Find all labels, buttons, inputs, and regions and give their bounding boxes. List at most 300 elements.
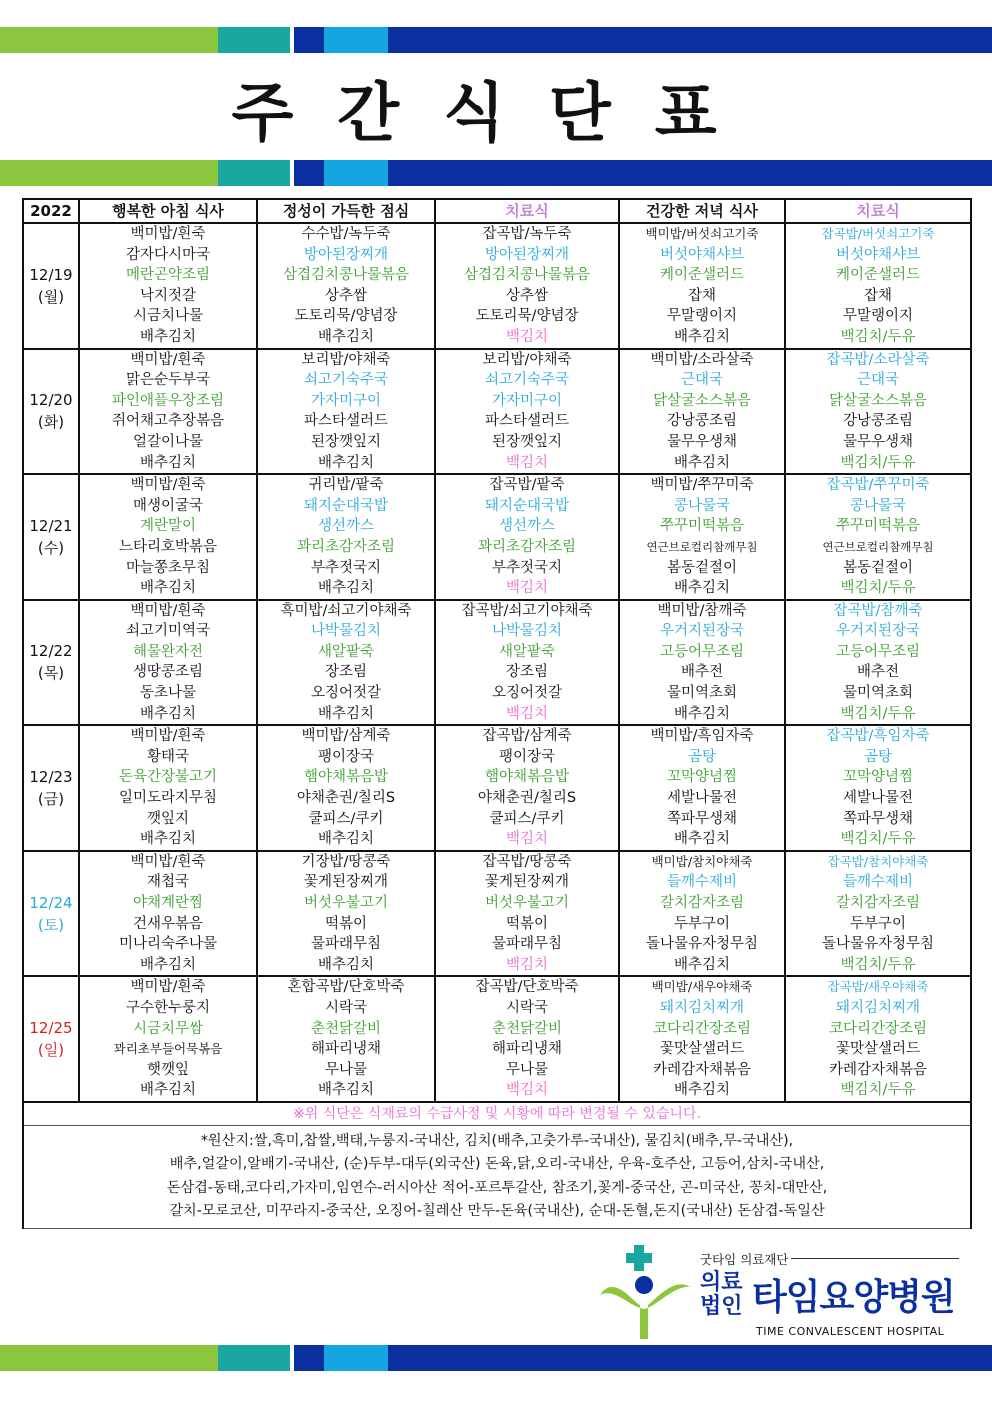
menu-item: 느타리호박볶음 <box>118 538 218 555</box>
menu-item: 백김치 <box>505 705 549 722</box>
day-row <box>23 851 971 977</box>
medical-corp-badge <box>700 1271 750 1319</box>
menu-item: 연근브로컬리참깨무침 <box>646 539 758 554</box>
menu-item: 곰탕 <box>863 748 892 765</box>
origin-line: 배추,얼갈이,알배기-국내산, (순)두부-대두(외국산) 돈육,닭,오리-국내산, 우육-호주산, 고등어,삼치-국내산, <box>169 1156 825 1173</box>
breakfast-menu-cell <box>79 725 257 851</box>
menu-item: 곰탕 <box>687 748 716 765</box>
lunch-header: 정성이 가득한 점심 <box>257 199 435 223</box>
menu-item: 배추김치 <box>317 580 375 597</box>
menu-item: 배추김치 <box>673 454 731 471</box>
menu-item: 백미밥/흰죽 <box>130 351 206 368</box>
menu-item: 팽이장국 <box>498 748 556 765</box>
menu-item: 배추김치 <box>139 831 197 848</box>
dinner-therapy-menu-cell <box>785 349 971 475</box>
menu-item: 백미밥/흰죽 <box>130 853 206 870</box>
hospital-name: 타임요양병원 <box>752 1277 955 1318</box>
menu-item: 꽈리초감자조림 <box>477 538 577 555</box>
breakfast-menu-cell <box>79 976 257 1102</box>
lunch-menu-cell <box>257 600 435 726</box>
menu-item: 삼겹김치콩나물볶음 <box>463 267 591 284</box>
menu-item: 닭살굴소스볶음 <box>652 392 752 409</box>
weekday: (금) <box>37 790 65 809</box>
lunch-menu-cell <box>257 725 435 851</box>
day-row <box>23 223 971 349</box>
menu-item: 야채춘권/칠리S <box>477 790 577 807</box>
top-color-band <box>0 27 992 53</box>
menu-item: 쇠고기숙주국 <box>484 372 570 389</box>
menu-item: 근대국 <box>856 372 900 389</box>
menu-item: 배추김치 <box>139 1082 197 1099</box>
menu-item: 콩나물국 <box>849 497 907 514</box>
menu-item: 고등어무조림 <box>659 643 745 660</box>
dinner-menu-cell <box>619 223 785 349</box>
date-cell <box>23 976 79 1102</box>
dinner-therapy-menu-cell <box>785 976 971 1102</box>
menu-item: 낙지젓갈 <box>139 287 197 304</box>
menu-item: 미나리숙주나물 <box>118 936 218 953</box>
menu-item: 쥐어채고추장볶음 <box>111 413 225 430</box>
menu-item: 된장깻잎지 <box>310 433 382 450</box>
menu-item: 춘천닭갈비 <box>491 1020 563 1037</box>
menu-item: 도토리묵/양념장 <box>475 308 579 325</box>
origin-line: *원산지:쌀,흑미,찹쌀,백태,누룽지-국내산, 김치(배추,고춧가루-국내산), 물김치(배추,무-국내산), <box>200 1132 794 1149</box>
menu-item: 두부구이 <box>673 915 731 932</box>
menu-item: 근대국 <box>680 372 724 389</box>
year-header: 2022 <box>23 199 79 223</box>
menu-item: 세발나물전 <box>666 790 738 807</box>
dinner-menu-cell <box>619 976 785 1102</box>
menu-item: 물파래무침 <box>310 936 382 953</box>
weekly-menu-table <box>22 198 972 1229</box>
menu-item: 쭈꾸미떡볶음 <box>659 518 745 535</box>
breakfast-menu-cell <box>79 474 257 600</box>
menu-item: 꼬막양념찜 <box>666 769 738 786</box>
menu-item: 감자다시마국 <box>125 246 211 263</box>
menu-item: 쪽파무생채 <box>666 810 738 827</box>
menu-item: 백미밥/흑임자죽 <box>650 728 754 745</box>
menu-item: 배추김치 <box>673 328 731 345</box>
menu-item: 무말랭이지 <box>842 308 914 325</box>
menu-item: 배추김치 <box>317 328 375 345</box>
menu-item: 방아된장찌개 <box>484 246 570 263</box>
menu-item: 해파리냉채 <box>310 1041 382 1058</box>
menu-item: 돼지순대국밥 <box>303 497 389 514</box>
menu-item: 백미밥/버섯쇠고기죽 <box>645 226 759 241</box>
date: 12/20 <box>29 391 73 410</box>
menu-item: 가자미구이 <box>491 392 563 409</box>
header-color-band <box>0 160 992 186</box>
date-cell <box>23 600 79 726</box>
lunch-therapy-menu-cell <box>435 223 619 349</box>
menu-item: 무나물 <box>324 1061 368 1078</box>
menu-item: 백미밥/삼계죽 <box>301 728 391 745</box>
menu-item: 떡볶이 <box>505 915 549 932</box>
menu-item: 백미밥/참깨죽 <box>657 602 747 619</box>
dinner-therapy-menu-cell <box>785 725 971 851</box>
lunch-menu-cell <box>257 976 435 1102</box>
lunch-therapy-menu-cell <box>435 349 619 475</box>
menu-item: 꼬막양념찜 <box>842 769 914 786</box>
menu-item: 백미밥/새우야채죽 <box>651 979 753 995</box>
menu-item: 우거지된장국 <box>835 623 921 640</box>
menu-item: 잡곡밥/흑임자죽 <box>826 728 930 745</box>
menu-item: 햄야채볶음밥 <box>303 769 389 786</box>
menu-item: 생선까스 <box>498 518 556 535</box>
menu-item: 떡볶이 <box>324 915 368 932</box>
menu-item: 된장깻잎지 <box>491 433 563 450</box>
menu-item: 잡곡밥/참치야채죽 <box>827 853 929 869</box>
menu-item: 가자미구이 <box>310 392 382 409</box>
menu-item: 두부구이 <box>849 915 907 932</box>
menu-item: 잡곡밥/쭈꾸미죽 <box>826 477 930 494</box>
menu-item: 오징어젓갈 <box>310 685 382 702</box>
menu-item: 백미밥/흰죽 <box>130 226 206 242</box>
menu-item: 배추김치 <box>673 705 731 722</box>
menu-item: 닭살굴소스볶음 <box>828 392 928 409</box>
day-row <box>23 976 971 1102</box>
menu-item: 마늘쫑초무침 <box>125 559 211 576</box>
menu-item: 들깨수제비 <box>666 874 738 891</box>
menu-item: 생선까스 <box>317 518 375 535</box>
divider-line <box>791 1258 959 1259</box>
menu-item: 백미밥/쭈꾸미죽 <box>650 477 754 494</box>
menu-item: 보리밥/야채죽 <box>482 351 572 368</box>
badge-top: 의료 <box>700 1270 743 1295</box>
menu-item: 케이준샐러드 <box>659 267 745 284</box>
dinner-menu-cell <box>619 349 785 475</box>
menu-item: 백김치/두유 <box>840 580 916 597</box>
menu-item: 파스타샐러드 <box>303 413 389 430</box>
menu-item: 시금치나물 <box>132 308 204 325</box>
menu-item: 야채춘권/칠리S <box>296 790 396 807</box>
menu-change-notice: ※위 식단은 식재료의 수급사정 및 시황에 따라 변경될 수 있습니다. <box>23 1102 971 1126</box>
breakfast-menu-cell <box>79 349 257 475</box>
menu-item: 잡채 <box>863 287 892 304</box>
menu-item: 해파리냉채 <box>491 1041 563 1058</box>
bottom-color-band <box>0 1345 992 1371</box>
menu-item: 도토리묵/양념장 <box>294 308 398 325</box>
dinner-menu-cell <box>619 600 785 726</box>
menu-item: 꽈리초부들어묵볶음 <box>113 1041 223 1057</box>
menu-item: 귀리밥/팥죽 <box>308 477 384 494</box>
menu-item: 강낭콩조림 <box>666 413 738 430</box>
date-cell <box>23 851 79 977</box>
menu-item: 돼지순대국밥 <box>484 497 570 514</box>
day-row <box>23 474 971 600</box>
menu-item: 배추김치 <box>673 956 731 973</box>
menu-item: 콩나물국 <box>673 497 731 514</box>
weekday: (수) <box>37 538 65 557</box>
menu-item: 얼갈이나물 <box>132 433 204 450</box>
breakfast-menu-cell <box>79 600 257 726</box>
menu-item: 잡곡밥/새우야채죽 <box>827 979 929 995</box>
day-row <box>23 600 971 726</box>
day-row <box>23 725 971 851</box>
menu-item: 백김치/두유 <box>840 1082 916 1099</box>
menu-item: 배추전 <box>856 664 900 681</box>
dinner-therapy-menu-cell <box>785 600 971 726</box>
date-cell <box>23 349 79 475</box>
weekday: (토) <box>37 915 65 934</box>
lunch-menu-cell <box>257 474 435 600</box>
menu-item: 쇠고기숙주국 <box>303 372 389 389</box>
dinner-menu-cell <box>619 474 785 600</box>
menu-item: 수수밥/녹두죽 <box>301 226 391 242</box>
weekday: (월) <box>37 287 65 306</box>
menu-item: 갈치감자조림 <box>659 895 745 911</box>
menu-item: 돼지김치찌개 <box>659 999 745 1016</box>
menu-item: 햄야채볶음밥 <box>484 769 570 786</box>
day-row <box>23 349 971 475</box>
breakfast-menu-cell <box>79 223 257 349</box>
breakfast-menu-cell <box>79 851 257 977</box>
menu-item: 파스타샐러드 <box>484 413 570 430</box>
lunch-therapy-header: 치료식 <box>435 199 619 223</box>
date-cell <box>23 223 79 349</box>
header-row <box>23 199 971 223</box>
menu-item: 물파래무침 <box>491 936 563 953</box>
menu-item: 장조림 <box>505 664 549 681</box>
menu-item: 물무우생채 <box>842 433 914 450</box>
menu-item: 장조림 <box>324 664 368 681</box>
menu-item: 잡채 <box>687 287 716 304</box>
menu-item: 고등어무조림 <box>835 643 921 660</box>
menu-item: 시금치무쌈 <box>132 1020 204 1037</box>
menu-item: 카레감자채볶음 <box>828 1061 928 1078</box>
menu-item: 생땅콩조림 <box>132 664 204 681</box>
menu-item: 상추쌈 <box>505 287 549 304</box>
menu-item: 백김치 <box>505 831 549 848</box>
hospital-logo <box>594 1243 966 1343</box>
lunch-menu-cell <box>257 851 435 977</box>
menu-item: 새알팥죽 <box>317 643 375 660</box>
menu-item: 건새우볶음 <box>132 915 204 932</box>
dinner-menu-cell <box>619 725 785 851</box>
page-title: 주간식단표 <box>231 77 761 151</box>
menu-item: 황태국 <box>146 748 190 765</box>
menu-item: 시락국 <box>324 999 368 1016</box>
menu-item: 꽃게된장찌개 <box>303 874 389 891</box>
menu-item: 방아된장찌개 <box>303 246 389 263</box>
menu-item: 배추김치 <box>317 956 375 973</box>
menu-item: 팽이장국 <box>317 748 375 765</box>
menu-item: 세발나물전 <box>842 790 914 807</box>
lunch-menu-cell <box>257 223 435 349</box>
menu-item: 나박물김치 <box>491 623 563 640</box>
menu-item: 동초나물 <box>139 685 197 702</box>
menu-item: 버섯야채샤브 <box>835 246 921 263</box>
menu-item: 백김치 <box>505 1082 549 1099</box>
dinner-therapy-menu-cell <box>785 223 971 349</box>
menu-item: 돈육간장불고기 <box>118 769 218 786</box>
dinner-therapy-menu-cell <box>785 474 971 600</box>
menu-item: 춘천닭갈비 <box>310 1020 382 1037</box>
menu-item: 배추김치 <box>317 831 375 848</box>
menu-item: 백김치 <box>505 580 549 597</box>
menu-item: 배추김치 <box>139 454 197 471</box>
menu-item: 기장밥/땅콩죽 <box>301 853 391 870</box>
menu-item: 버섯우불고기 <box>484 895 570 911</box>
menu-item: 쿨피스/쿠키 <box>308 810 384 827</box>
menu-item: 맑은순두부국 <box>125 372 211 389</box>
menu-item: 백미밥/흰죽 <box>130 602 206 619</box>
menu-item: 배추김치 <box>139 328 197 345</box>
menu-item: 연근브로컬리참깨무침 <box>822 539 934 554</box>
menu-item: 돌나물유자청무침 <box>645 936 759 953</box>
menu-item: 쪽파무생채 <box>842 810 914 827</box>
lunch-therapy-menu-cell <box>435 976 619 1102</box>
menu-item: 부추젓국지 <box>310 559 382 576</box>
menu-item: 카레감자채볶음 <box>652 1061 752 1078</box>
menu-item: 케이준샐러드 <box>835 267 921 284</box>
menu-item: 부추젓국지 <box>491 559 563 576</box>
lunch-therapy-menu-cell <box>435 725 619 851</box>
date: 12/19 <box>29 265 73 284</box>
menu-item: 잡곡밥/녹두죽 <box>482 226 572 242</box>
menu-item: 해물완자전 <box>132 643 204 660</box>
origin-info <box>23 1125 971 1228</box>
menu-item: 강낭콩조림 <box>842 413 914 430</box>
menu-item: 돌나물유자청무침 <box>821 936 935 953</box>
date: 12/25 <box>29 1019 73 1038</box>
menu-item: 배추김치 <box>139 705 197 722</box>
date: 12/24 <box>29 893 73 912</box>
dinner-therapy-menu-cell <box>785 851 971 977</box>
menu-item: 배추김치 <box>673 580 731 597</box>
date: 12/23 <box>29 768 73 787</box>
menu-item: 메란곤약조림 <box>125 267 211 284</box>
menu-item: 구수한누룽지 <box>125 999 211 1016</box>
menu-item: 잡곡밥/팥죽 <box>489 477 565 494</box>
date: 12/22 <box>29 642 73 661</box>
weekday: (목) <box>37 664 65 683</box>
menu-item: 버섯우불고기 <box>303 895 389 911</box>
menu-item: 새알팥죽 <box>498 643 556 660</box>
origin-line: 돈삼겹-동태,코다리,가자미,임연수-러시아산 적어-포르투갈산, 참조기,꽃게-중국산, 곤-미국산, 꽁치-대만산, <box>166 1179 828 1196</box>
menu-item: 오징어젓갈 <box>491 685 563 702</box>
badge-bottom: 법인 <box>700 1294 743 1319</box>
menu-item: 흑미밥/쇠고기야채죽 <box>280 602 412 619</box>
menu-item: 쭈꾸미떡볶음 <box>835 518 921 535</box>
menu-item: 꽈리초감자조림 <box>296 538 396 555</box>
menu-item: 일미도라지무침 <box>118 790 218 807</box>
menu-item: 백김치/두유 <box>840 454 916 471</box>
menu-item: 우거지된장국 <box>659 623 745 640</box>
menu-item: 들깨수제비 <box>842 874 914 891</box>
menu-item: 백미밥/흰죽 <box>130 979 206 996</box>
menu-item: 배추김치 <box>317 1082 375 1099</box>
lunch-therapy-menu-cell <box>435 600 619 726</box>
menu-item: 배추김치 <box>317 705 375 722</box>
menu-item: 야채계란찜 <box>132 895 204 911</box>
menu-item: 백김치/두유 <box>840 705 916 722</box>
menu-item: 백김치 <box>505 956 549 973</box>
menu-item: 백미밥/흰죽 <box>130 477 206 494</box>
menu-item: 갈치감자조림 <box>835 895 921 911</box>
menu-item: 잡곡밥/땅콩죽 <box>482 853 572 870</box>
date: 12/21 <box>29 516 73 535</box>
menu-item: 배추김치 <box>673 1082 731 1099</box>
menu-item: 배추김치 <box>673 831 731 848</box>
lunch-therapy-menu-cell <box>435 474 619 600</box>
menu-item: 백김치 <box>505 454 549 471</box>
menu-item: 물미역초회 <box>666 685 738 702</box>
menu-item: 잡곡밥/참깨죽 <box>833 602 923 619</box>
dinner-therapy-header: 치료식 <box>785 199 971 223</box>
menu-item: 배추김치 <box>139 580 197 597</box>
menu-item: 잡곡밥/삼계죽 <box>482 728 572 745</box>
menu-item: 배추전 <box>680 664 724 681</box>
breakfast-header: 행복한 아침 식사 <box>79 199 257 223</box>
origin-line: 갈치-모로코산, 미꾸라지-중국산, 오징어-칠레산 만두-돈육(국내산), 순대-돈혈,돈지(국내산) 돈삼겹-독일산 <box>169 1203 825 1220</box>
weekday: (일) <box>37 1041 65 1060</box>
menu-item: 햇깻잎 <box>146 1061 190 1078</box>
menu-item: 잡곡밥/단호박죽 <box>475 979 579 996</box>
menu-item: 재첩국 <box>146 874 190 891</box>
menu-item: 코다리간장조림 <box>652 1020 752 1037</box>
menu-item: 꽃맛살샐러드 <box>835 1041 921 1058</box>
menu-item: 백미밥/소라살죽 <box>650 351 754 368</box>
menu-item: 혼합곡밥/단호박죽 <box>287 979 405 996</box>
menu-item: 돼지김치찌개 <box>835 999 921 1016</box>
menu-item: 물미역초회 <box>842 685 914 702</box>
weekday: (화) <box>37 413 65 432</box>
menu-item: 백미밥/흰죽 <box>130 728 206 745</box>
menu-item: 백김치 <box>505 328 549 345</box>
menu-item: 백김치/두유 <box>840 956 916 973</box>
notice-row <box>23 1102 971 1126</box>
menu-item: 보리밥/야채죽 <box>301 351 391 368</box>
dinner-header: 건강한 저녁 식사 <box>619 199 785 223</box>
menu-item: 시락국 <box>505 999 549 1016</box>
menu-item: 계란말이 <box>139 518 197 535</box>
menu-item: 백미밥/참치야채죽 <box>651 853 753 869</box>
origin-row <box>23 1125 971 1228</box>
menu-item: 버섯야채샤브 <box>659 246 745 263</box>
menu-item: 잡곡밥/소라살죽 <box>826 351 930 368</box>
date-cell <box>23 725 79 851</box>
lunch-menu-cell <box>257 349 435 475</box>
menu-item: 코다리간장조림 <box>828 1020 928 1037</box>
menu-item: 꽃맛살샐러드 <box>659 1041 745 1058</box>
menu-item: 물무우생채 <box>666 433 738 450</box>
menu-item: 쇠고기미역국 <box>125 623 211 640</box>
menu-item: 무나물 <box>505 1061 549 1078</box>
dinner-menu-cell <box>619 851 785 977</box>
date-cell <box>23 474 79 600</box>
menu-item: 쿨피스/쿠키 <box>489 810 565 827</box>
menu-item: 봄동겉절이 <box>666 559 738 576</box>
menu-item: 잡곡밥/쇠고기야채죽 <box>461 602 593 619</box>
menu-item: 삼겹김치콩나물볶음 <box>282 267 410 284</box>
menu-item: 파인애플우장조림 <box>111 392 225 409</box>
menu-item: 배추김치 <box>317 454 375 471</box>
menu-item: 꽃게된장찌개 <box>484 874 570 891</box>
menu-item: 배추김치 <box>139 956 197 973</box>
menu-item: 깻잎지 <box>146 810 190 827</box>
menu-item: 봄동겉절이 <box>842 559 914 576</box>
menu-item: 매생이굴국 <box>132 497 204 514</box>
menu-item: 나박물김치 <box>310 623 382 640</box>
lunch-therapy-menu-cell <box>435 851 619 977</box>
hospital-english-name: TIME CONVALESCENT HOSPITAL <box>756 1325 945 1338</box>
tree-person-icon <box>594 1243 694 1343</box>
foundation-name: 굿타임 의료재단 <box>700 1252 789 1267</box>
menu-item: 잡곡밥/버섯쇠고기죽 <box>821 226 935 241</box>
menu-item: 상추쌈 <box>324 287 368 304</box>
menu-item: 무말랭이지 <box>666 308 738 325</box>
